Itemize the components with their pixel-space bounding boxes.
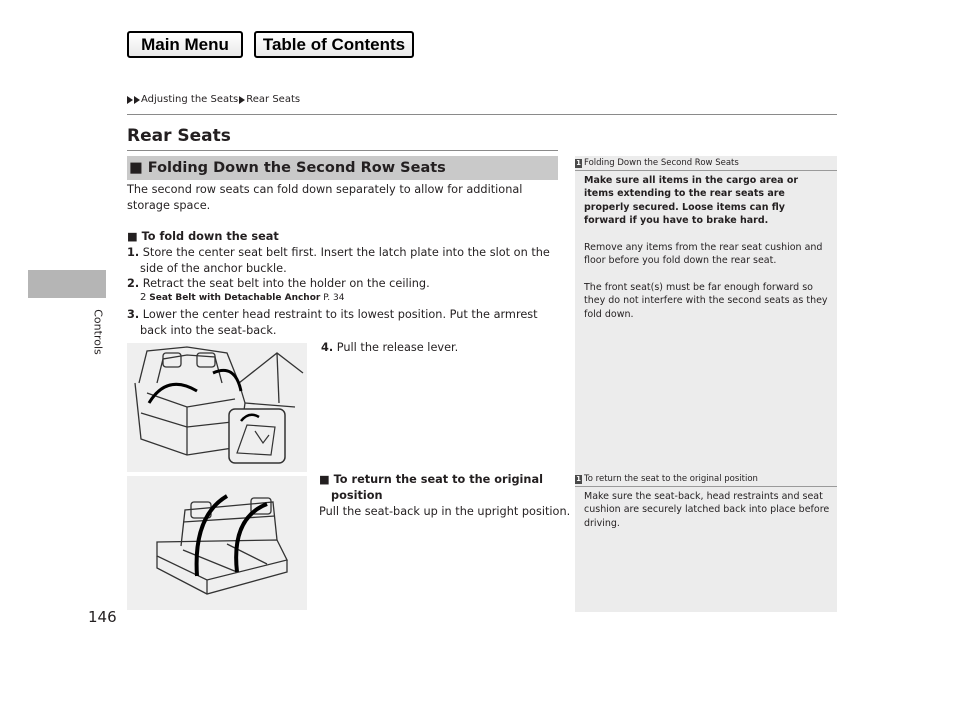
xref-arrow-icon: 2 (140, 292, 147, 303)
breadcrumb-arrow-icon (239, 96, 245, 104)
step-3: 3. Lower the center head restraint to its lowest position. Put the armrest back into the seat-back. (127, 308, 538, 337)
sidebar-rule (575, 170, 837, 171)
table-of-contents-button[interactable]: Table of Contents (254, 31, 414, 58)
seat-belt-xref-link[interactable]: 2 Seat Belt with Detachable Anchor P. 34 (140, 292, 345, 303)
sidebar-heading-return: 1 To return the seat to the original position (576, 474, 758, 484)
sidebar-heading-fold: 1 Folding Down the Second Row Seats (576, 158, 739, 168)
return-paragraph: Pull the seat-back up in the upright position. (319, 505, 571, 518)
chapter-label: Controls (91, 309, 105, 355)
breadcrumb-level1[interactable]: Adjusting the Seats (141, 94, 239, 105)
page-number: 146 (88, 608, 117, 626)
step-2: 2. Retract the seat belt into the holder on the ceiling. (127, 277, 430, 290)
return-seat-illustration (127, 476, 307, 610)
subsection-title: Folding Down the Second Row Seats (147, 160, 446, 176)
step-1: 1. Store the center seat belt first. Insert the latch plate into the slot on the side of the anchor buckle. (127, 246, 550, 275)
note-flag-icon: 1 (576, 158, 581, 167)
note-flag-icon: 1 (576, 474, 581, 483)
subsection-heading (127, 156, 558, 180)
sidebar-return-p1: Make sure the seat-back, head restraints and seat cushion are securely latched back into place before driving. (584, 491, 830, 529)
sidebar-note-p2: The front seat(s) must be far enough forward so they do not interfere with the second seats as they fold down. (584, 282, 828, 320)
sidebar-note-p1: Remove any items from the rear seat cushion and floor before you fold down the rear seat. (584, 242, 823, 267)
title-rule (127, 150, 558, 151)
sidebar-warning: Make sure all items in the cargo area or items extending to the rear seats are properly secured. Loose items can fly forward if you have to brake hard. (584, 175, 799, 226)
intro-paragraph: The second row seats can fold down separately to allow for additional storage space. (127, 183, 523, 212)
step-4: 4. Pull the release lever. (321, 341, 459, 354)
breadcrumb-arrow-icon (134, 96, 140, 104)
breadcrumb-arrow-icon (127, 96, 133, 104)
chapter-tab (28, 270, 106, 298)
square-bullet-icon: ■ (129, 160, 143, 176)
page-title: Rear Seats (127, 126, 231, 146)
sidebar-rule (575, 486, 837, 487)
breadcrumb (127, 94, 300, 105)
main-menu-button[interactable]: Main Menu (127, 31, 243, 58)
breadcrumb-level2[interactable]: Rear Seats (246, 94, 301, 105)
header-rule (127, 114, 837, 115)
return-heading: ■ To return the seat to the original position (319, 473, 543, 502)
fold-seat-illustration (127, 343, 307, 472)
fold-heading: ■ To fold down the seat (127, 230, 279, 243)
